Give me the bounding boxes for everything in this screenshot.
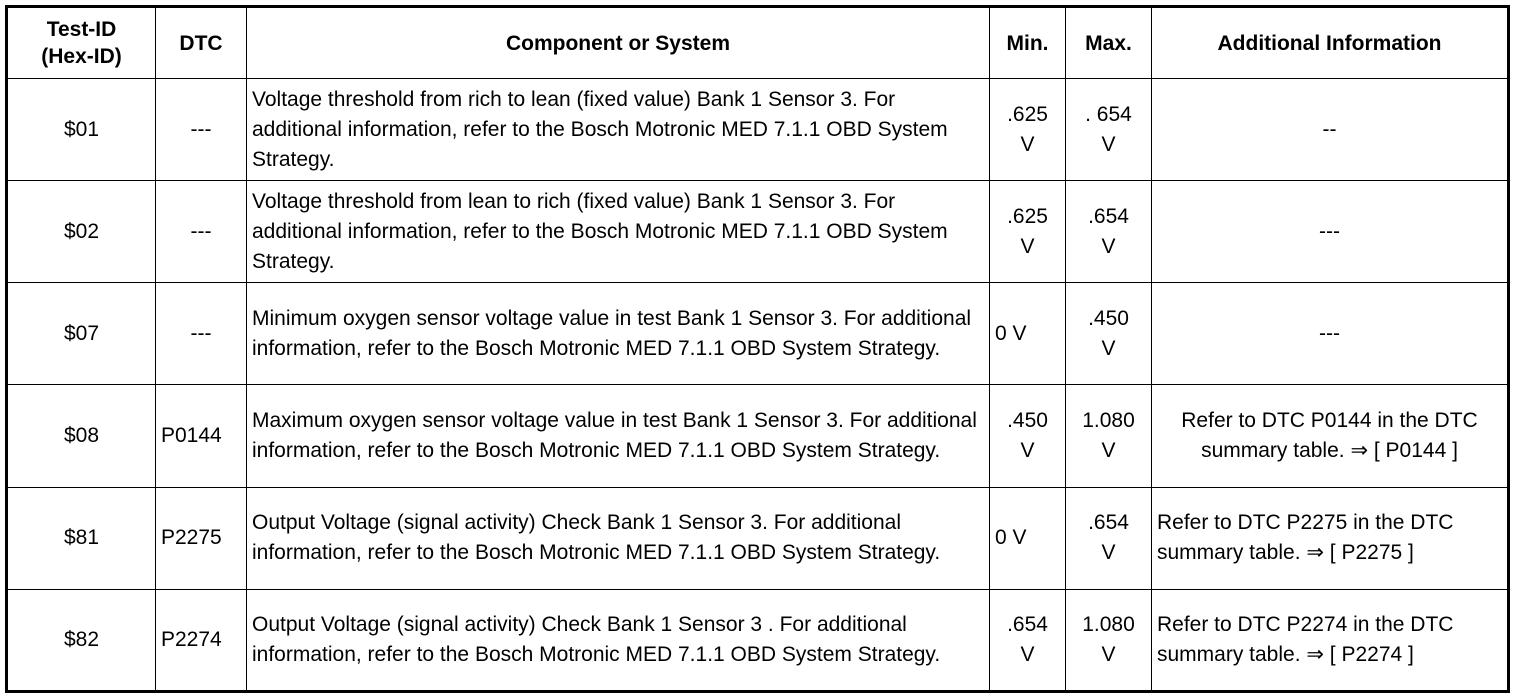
table-row <box>7 181 1509 283</box>
min-cell: .654 V <box>990 589 1066 691</box>
component-cell: Voltage threshold from rich to lean (fixed value) Bank 1 Sensor 3. For additional information, refer to the Bosch Motronic MED 7.1.1 OBD System Strategy. <box>247 79 990 181</box>
dtc-cell: P2275 <box>156 487 247 589</box>
info-cell: Refer to DTC P2274 in the DTC summary table. ⇒ [ P2274 ] <box>1152 589 1509 691</box>
table-row <box>7 79 1509 181</box>
header-additional-info: Additional Information <box>1152 7 1509 79</box>
test-id-cell: $07 <box>7 283 156 385</box>
dtc-cell: P0144 <box>156 385 247 487</box>
component-cell: Output Voltage (signal activity) Check Bank 1 Sensor 3 . For additional information, refer to the Bosch Motronic MED 7.1.1 OBD System Strategy. <box>247 589 990 691</box>
header-dtc: DTC <box>156 7 247 79</box>
dtc-cell: --- <box>156 283 247 385</box>
table-row <box>7 589 1509 691</box>
component-cell: Output Voltage (signal activity) Check Bank 1 Sensor 3. For additional information, refer to the Bosch Motronic MED 7.1.1 OBD System Strategy. <box>247 487 990 589</box>
header-test-id: Test-ID (Hex-ID) <box>7 7 156 79</box>
dtc-cell: P2274 <box>156 589 247 691</box>
test-id-cell: $01 <box>7 79 156 181</box>
min-cell: .625 V <box>990 79 1066 181</box>
table-row <box>7 283 1509 385</box>
info-cell: --- <box>1152 283 1509 385</box>
info-cell: --- <box>1152 181 1509 283</box>
component-cell: Minimum oxygen sensor voltage value in test Bank 1 Sensor 3. For additional information, refer to the Bosch Motronic MED 7.1.1 OBD System Strategy. <box>247 283 990 385</box>
info-cell: Refer to DTC P0144 in the DTC summary table. ⇒ [ P0144 ] <box>1152 385 1509 487</box>
table-header-row <box>7 7 1509 79</box>
header-max: Max. <box>1066 7 1152 79</box>
info-cell: Refer to DTC P2275 in the DTC summary table. ⇒ [ P2275 ] <box>1152 487 1509 589</box>
header-min: Min. <box>990 7 1066 79</box>
max-cell: 1.080 V <box>1066 385 1152 487</box>
min-cell: .450 V <box>990 385 1066 487</box>
test-id-cell: $02 <box>7 181 156 283</box>
max-cell: .450 V <box>1066 283 1152 385</box>
component-cell: Maximum oxygen sensor voltage value in test Bank 1 Sensor 3. For additional information, refer to the Bosch Motronic MED 7.1.1 OBD System Strategy. <box>247 385 990 487</box>
max-cell: 1.080 V <box>1066 589 1152 691</box>
test-id-cell: $08 <box>7 385 156 487</box>
table-row <box>7 385 1509 487</box>
dtc-cell: --- <box>156 79 247 181</box>
min-cell: .625 V <box>990 181 1066 283</box>
info-cell: -- <box>1152 79 1509 181</box>
max-cell: . 654 V <box>1066 79 1152 181</box>
test-id-cell: $81 <box>7 487 156 589</box>
min-cell: 0 V <box>990 283 1066 385</box>
table-row <box>7 487 1509 589</box>
max-cell: .654 V <box>1066 487 1152 589</box>
dtc-cell: --- <box>156 181 247 283</box>
test-id-cell: $82 <box>7 589 156 691</box>
min-cell: 0 V <box>990 487 1066 589</box>
max-cell: .654 V <box>1066 181 1152 283</box>
component-cell: Voltage threshold from lean to rich (fixed value) Bank 1 Sensor 3. For additional information, refer to the Bosch Motronic MED 7.1.1 OBD System Strategy. <box>247 181 990 283</box>
header-component: Component or System <box>247 7 990 79</box>
test-results-table <box>5 5 1510 693</box>
